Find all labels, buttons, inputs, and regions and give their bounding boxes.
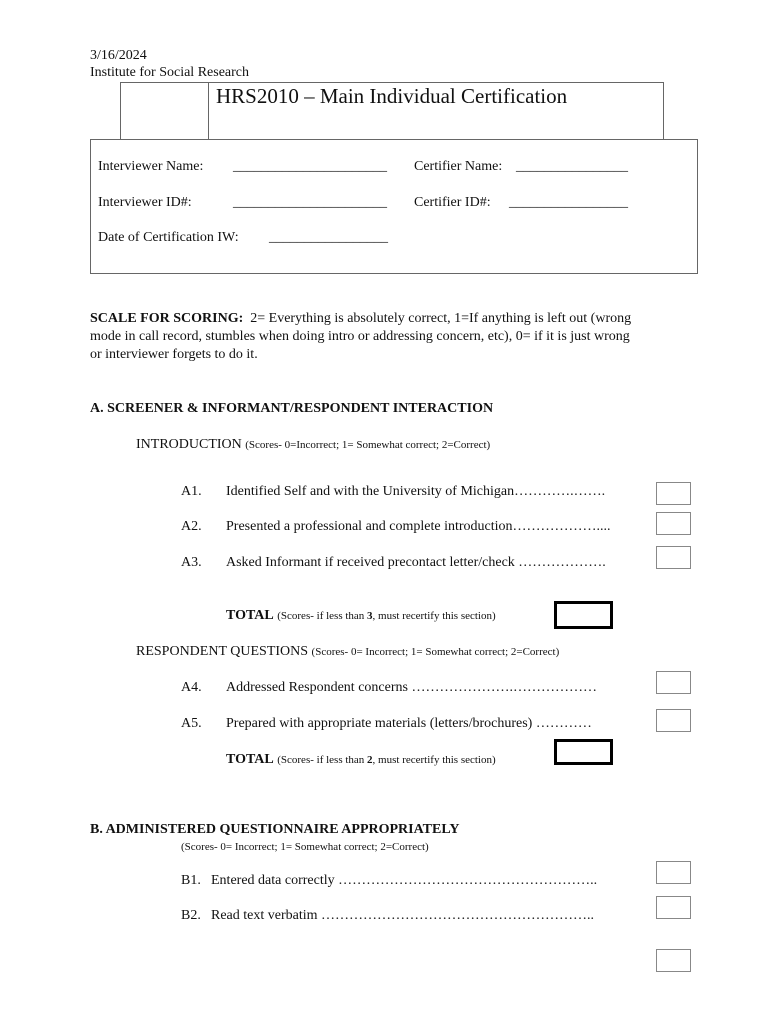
certifier-id-field[interactable]: _________________ <box>509 195 628 210</box>
total-respondent-note: (Scores- if less than 2, must recertify this section) <box>277 754 496 766</box>
interviewer-id-label: Interviewer ID#: <box>98 195 192 210</box>
scale-text-3: or interviewer forgets to do it. <box>90 347 258 362</box>
date-certification-label: Date of Certification IW: <box>98 230 239 245</box>
scale-label: SCALE FOR SCORING: <box>90 311 244 326</box>
total-intro-line <box>226 608 496 624</box>
score-box-a2[interactable] <box>656 512 691 535</box>
score-box-b1[interactable] <box>656 861 691 884</box>
institute-name: Institute for Social Research <box>90 65 250 80</box>
item-text-a1: Identified Self and with the University of Michigan………….……. <box>226 484 606 499</box>
section-a-heading: A. SCREENER & INFORMANT/RESPONDENT INTERACTION <box>90 401 494 416</box>
total-respondent-box[interactable] <box>554 739 613 765</box>
score-box-b2[interactable] <box>656 896 691 919</box>
introduction-label: INTRODUCTION <box>136 437 242 452</box>
introduction-heading <box>136 437 490 453</box>
item-code-a1: A1. <box>181 484 202 499</box>
respondent-questions-scores: (Scores- 0= Incorrect; 1= Somewhat correct; 2=Correct) <box>311 646 560 658</box>
date-certification-field[interactable]: _________________ <box>269 230 388 245</box>
score-box-a5[interactable] <box>656 709 691 732</box>
total-respondent-line <box>226 752 496 768</box>
total-intro-note: (Scores- if less than 3, must recertify this section) <box>277 610 496 622</box>
interviewer-name-label: Interviewer Name: <box>98 159 204 174</box>
item-text-a2: Presented a professional and complete introduction……………….... <box>226 519 611 534</box>
item-code-a4: A4. <box>181 680 202 695</box>
section-b-scores: (Scores- 0= Incorrect; 1= Somewhat correct; 2=Correct) <box>181 841 429 853</box>
certifier-name-label: Certifier Name: <box>414 159 503 174</box>
respondent-questions-label: RESPONDENT QUESTIONS <box>136 644 309 659</box>
certifier-id-label: Certifier ID#: <box>414 195 491 210</box>
item-code-a3: A3. <box>181 555 202 570</box>
item-text-a4: Addressed Respondent concerns ………………….……………… <box>226 680 597 695</box>
item-text-a3: Asked Informant if received precontact letter/check ………………. <box>226 555 606 570</box>
item-text-a5: Prepared with appropriate materials (letters/brochures) ………… <box>226 716 592 731</box>
total-intro-box[interactable] <box>554 601 613 629</box>
certifier-name-field[interactable]: ________________ <box>516 159 628 174</box>
document-date: 3/16/2024 <box>90 48 147 63</box>
score-box-a3[interactable] <box>656 546 691 569</box>
interviewer-name-field[interactable]: ______________________ <box>233 159 387 174</box>
item-text-b1: Entered data correctly ……………………………………………….. <box>211 873 598 888</box>
score-box-a4[interactable] <box>656 671 691 694</box>
scale-line-1 <box>90 311 631 327</box>
page-title: HRS2010 – Main Individual Certification <box>216 84 568 108</box>
introduction-scores: (Scores- 0=Incorrect; 1= Somewhat correct; 2=Correct) <box>245 439 491 451</box>
section-b-heading: B. ADMINISTERED QUESTIONNAIRE APPROPRIATELY <box>90 822 460 837</box>
item-code-b2: B2. <box>181 908 201 923</box>
total-respondent-label: TOTAL <box>226 752 274 767</box>
scale-text-2: mode in call record, stumbles when doing intro or addressing concern, etc), 0= if it is just wrong <box>90 329 630 344</box>
item-code-b1: B1. <box>181 873 201 888</box>
item-code-a2: A2. <box>181 519 202 534</box>
score-box-a1[interactable] <box>656 482 691 505</box>
respondent-questions-heading <box>136 644 559 660</box>
scale-text-1: 2= Everything is absolutely correct, 1=If anything is left out (wrong <box>250 311 632 326</box>
title-divider <box>208 82 209 140</box>
interviewer-id-field[interactable]: ______________________ <box>233 195 387 210</box>
score-box-b3[interactable] <box>656 949 691 972</box>
total-intro-label: TOTAL <box>226 608 274 623</box>
item-text-b2: Read text verbatim ………………………………………………….. <box>211 908 595 923</box>
item-code-a5: A5. <box>181 716 202 731</box>
